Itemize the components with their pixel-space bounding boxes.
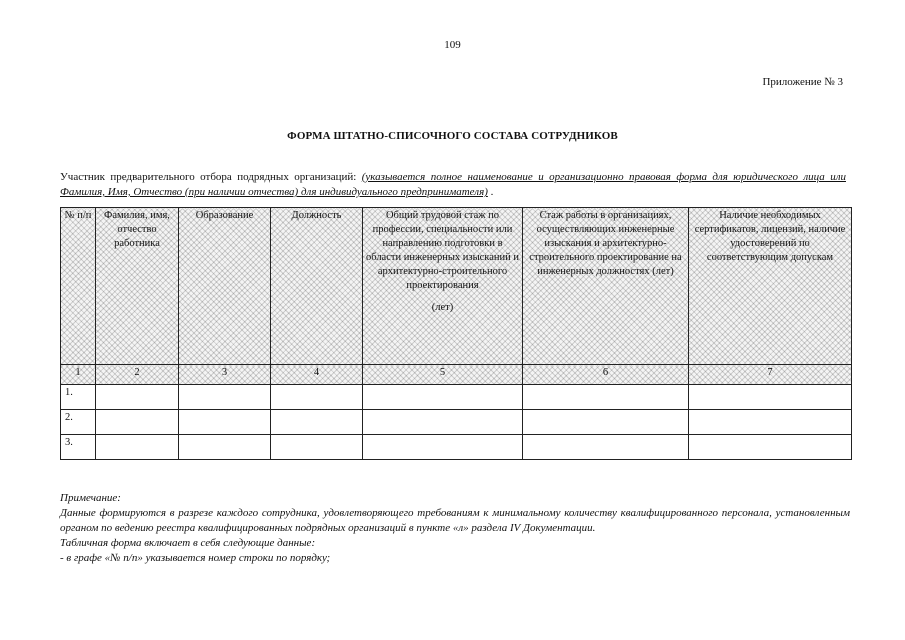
- participant-line: [60, 170, 846, 200]
- table-cell: [363, 435, 523, 460]
- table-cell: [271, 385, 363, 410]
- header-org-experience: Стаж работы в организациях, осуществляющих инженерные изыскания и архитектурно-строительного проектирование на инженерных должностях (лет): [523, 208, 689, 365]
- table-cell: [179, 385, 271, 410]
- table-cell: [96, 385, 179, 410]
- note-title: Примечание:: [60, 492, 121, 504]
- row-number: 2.: [61, 410, 96, 435]
- table-cell: [689, 410, 852, 435]
- table-cell: [523, 410, 689, 435]
- column-number: 3: [179, 365, 271, 385]
- note-line: - в графе «№ п/п» указывается номер строки по порядку;: [60, 552, 331, 564]
- note-paragraph: Данные формируются в разрезе каждого сотрудника, удовлетворяющего требованиям к минимальному количеству квалифицированного персонала, установленным органом по ведению реестра квалифицированных подрядных организаций в пункте «л» раздела IV Документации.: [60, 507, 850, 534]
- table-row: [61, 385, 852, 410]
- table-cell: [363, 385, 523, 410]
- note-line: Табличная форма включает в себя следующие данные:: [60, 537, 316, 549]
- column-number: 6: [523, 365, 689, 385]
- participant-end: .: [490, 186, 494, 198]
- column-number-row: [61, 365, 852, 385]
- table-cell: [271, 435, 363, 460]
- header-total-experience-text: Общий трудовой стаж по профессии, специальности или направлению подготовки в области инженерных изысканий и архитектурно-строительного проектирования: [365, 210, 519, 291]
- header-number: № п/п: [61, 208, 96, 365]
- column-number: 4: [271, 365, 363, 385]
- staff-table: [60, 207, 852, 460]
- table-cell: [96, 410, 179, 435]
- header-total-experience-unit: (лет): [431, 302, 454, 313]
- table-cell: [179, 410, 271, 435]
- header-certificates: Наличие необходимых сертификатов, лицензий, наличие удостоверений по соответствующим допускам: [689, 208, 852, 365]
- note-section: [60, 491, 850, 566]
- table-cell: [96, 435, 179, 460]
- appendix-label: Приложение № 3: [762, 76, 843, 88]
- row-number: 3.: [61, 435, 96, 460]
- header-total-experience: [363, 208, 523, 365]
- page-number: 109: [444, 39, 461, 51]
- table-row: [61, 435, 852, 460]
- column-number: 5: [363, 365, 523, 385]
- participant-hint: (указывается полное наименование и организационно правовая форма для юридического лица или Фамилия, Имя, Отчество (при наличии отчества) для индивидуального предпринимателя): [60, 171, 846, 198]
- table-cell: [689, 385, 852, 410]
- table-row: [61, 410, 852, 435]
- column-number: 7: [689, 365, 852, 385]
- header-full-name: Фамилия, имя, отчество работника: [96, 208, 179, 365]
- table-header-row: [61, 208, 852, 365]
- column-number: 2: [96, 365, 179, 385]
- header-education: Образование: [179, 208, 271, 365]
- table-cell: [523, 385, 689, 410]
- participant-label: Участник предварительного отбора подрядных организаций:: [60, 171, 357, 183]
- column-number: 1: [61, 365, 96, 385]
- table-cell: [363, 410, 523, 435]
- table-cell: [271, 410, 363, 435]
- table-cell: [689, 435, 852, 460]
- table-cell: [523, 435, 689, 460]
- table-cell: [179, 435, 271, 460]
- form-title: ФОРМА ШТАТНО-СПИСОЧНОГО СОСТАВА СОТРУДНИКОВ: [287, 130, 618, 142]
- header-position: Должность: [271, 208, 363, 365]
- row-number: 1.: [61, 385, 96, 410]
